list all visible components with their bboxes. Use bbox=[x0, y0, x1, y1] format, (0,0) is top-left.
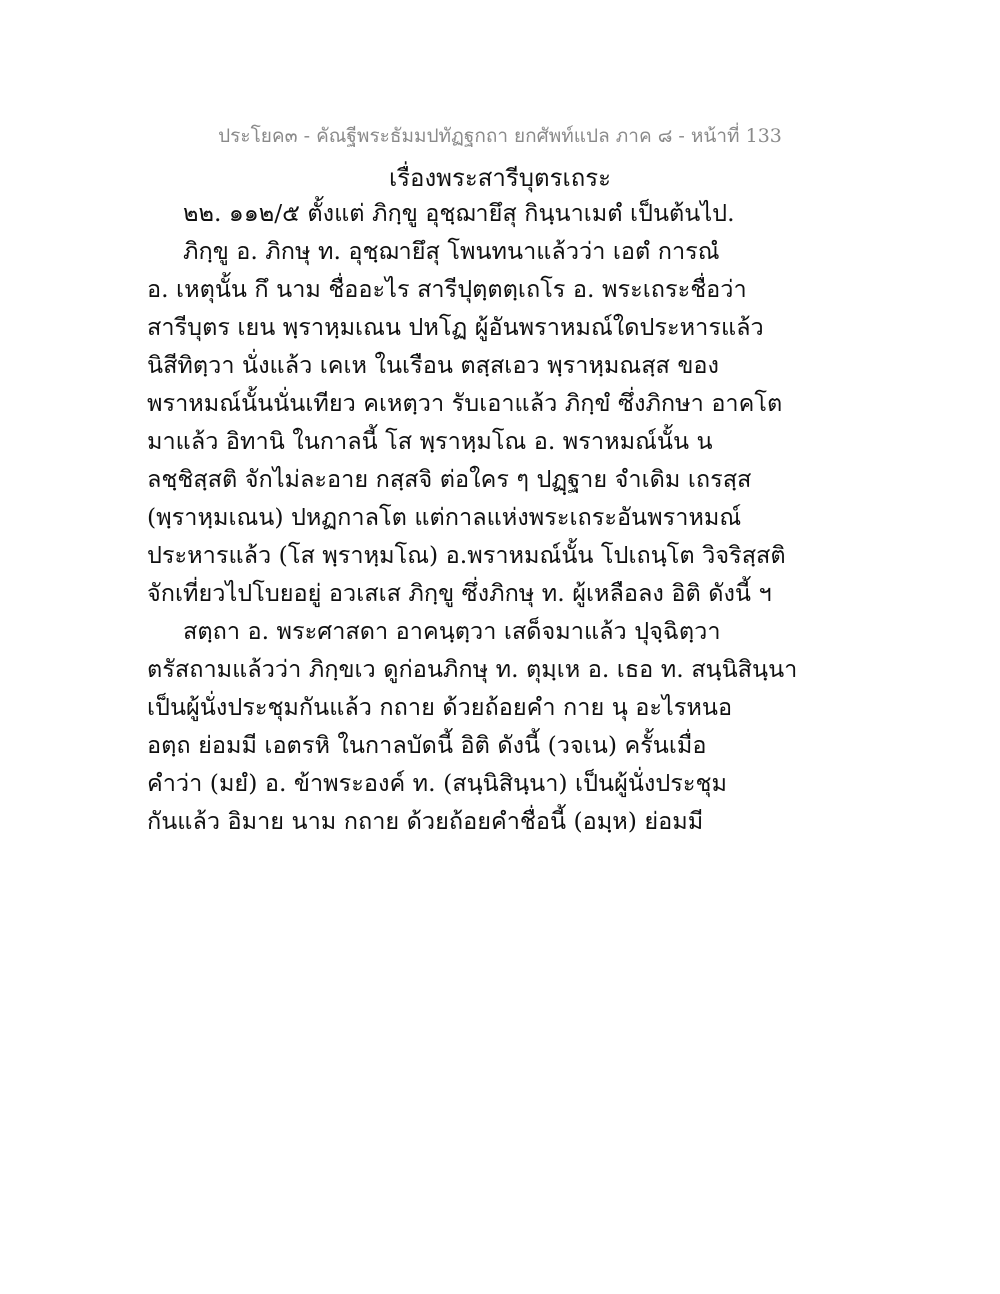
text-line: คำว่า (มยํ) อ. ข้าพระองค์ ท. (สนฺนิสินฺนา) เป็นผู้นั่งประชุม bbox=[147, 769, 727, 797]
text-line: อตฺถ ย่อมมี เอตรหิ ในกาลบัดนี้ อิติ ดังนี้ (วจเน) ครั้นเมื่อ bbox=[147, 731, 707, 759]
text-line: สตฺถา อ. พระศาสดา อาคนฺตฺวา เสด็จมาแล้ว ปุจฺฉิตฺวา bbox=[183, 617, 721, 645]
text-line: ประหารแล้ว (โส พฺราหฺมโณ) อ.พราหมณ์นั้น โปเถนฺโต วิจริสฺสติ bbox=[147, 541, 786, 569]
text-line: กันแล้ว อิมาย นาม กถาย ด้วยถ้อยคำชื่อนี้ (อมฺห) ย่อมมี bbox=[147, 807, 704, 835]
text-line: ลชฺชิสฺสติ จักไม่ละอาย กสฺสจิ ต่อใคร ๆ ปฏฺฐาย จำเดิม เถรสฺส bbox=[147, 465, 752, 493]
text-line: อ. เหตุนั้น กึ นาม ชื่ออะไร สารีปุตฺตตฺเถโร อ. พระเถระชื่อว่า bbox=[147, 275, 747, 303]
text-line: นิสีทิตฺวา นั่งแล้ว เคเห ในเรือน ตสฺสเอว พฺราหฺมณสฺส ของ bbox=[147, 351, 720, 379]
text-line: เป็นผู้นั่งประชุมกันแล้ว กถาย ด้วยถ้อยคำ กาย นุ อะไรหนอ bbox=[147, 693, 733, 721]
text-line: ๒๒. ๑๑๒/๕ ตั้งแต่ ภิกฺขู อุชฺฌายึสุ กินฺนาเมตํ เป็นต้นไป. bbox=[183, 199, 735, 227]
story-title: เรื่องพระสารีบุตรเถระ bbox=[388, 164, 612, 192]
text-line: พราหมณ์นั้นนั่นเทียว คเหตฺวา รับเอาแล้ว ภิกฺขํ ซึ่งภิกษา อาคโต bbox=[147, 389, 783, 417]
text-line: ภิกฺขู อ. ภิกษุ ท. อุชฺฌายึสุ โพนทนาแล้วว่า เอตํ การณํ bbox=[183, 237, 720, 265]
text-line: ตรัสถามแล้วว่า ภิกฺขเว ดูก่อนภิกษุ ท. ตุมฺเห อ. เธอ ท. สนฺนิสินฺนา bbox=[147, 655, 798, 683]
text-line: มาแล้ว อิทานิ ในกาลนี้ โส พฺราหฺมโณ อ. พราหมณ์นั้น น bbox=[147, 427, 713, 455]
text-line: (พฺราหฺมเณน) ปหฏกาลโต แต่กาลแห่งพระเถระอันพราหมณ์ bbox=[147, 503, 742, 531]
running-header: ประโยค๓ - คัณฐีพระธัมมปทัฏฐกถา ยกศัพท์แปล ภาค ๘ - หน้าที่ 133 bbox=[218, 125, 782, 147]
text-line: จักเที่ยวไปโบยอยู่ อวเสเส ภิกฺขู ซึ่งภิกษุ ท. ผู้เหลือลง อิติ ดังนี้ ฯ bbox=[147, 579, 772, 607]
text-line: สารีบุตร เยน พฺราหฺมเณน ปหโฏ ผู้อันพราหมณ์ใดประหารแล้ว bbox=[147, 313, 764, 341]
